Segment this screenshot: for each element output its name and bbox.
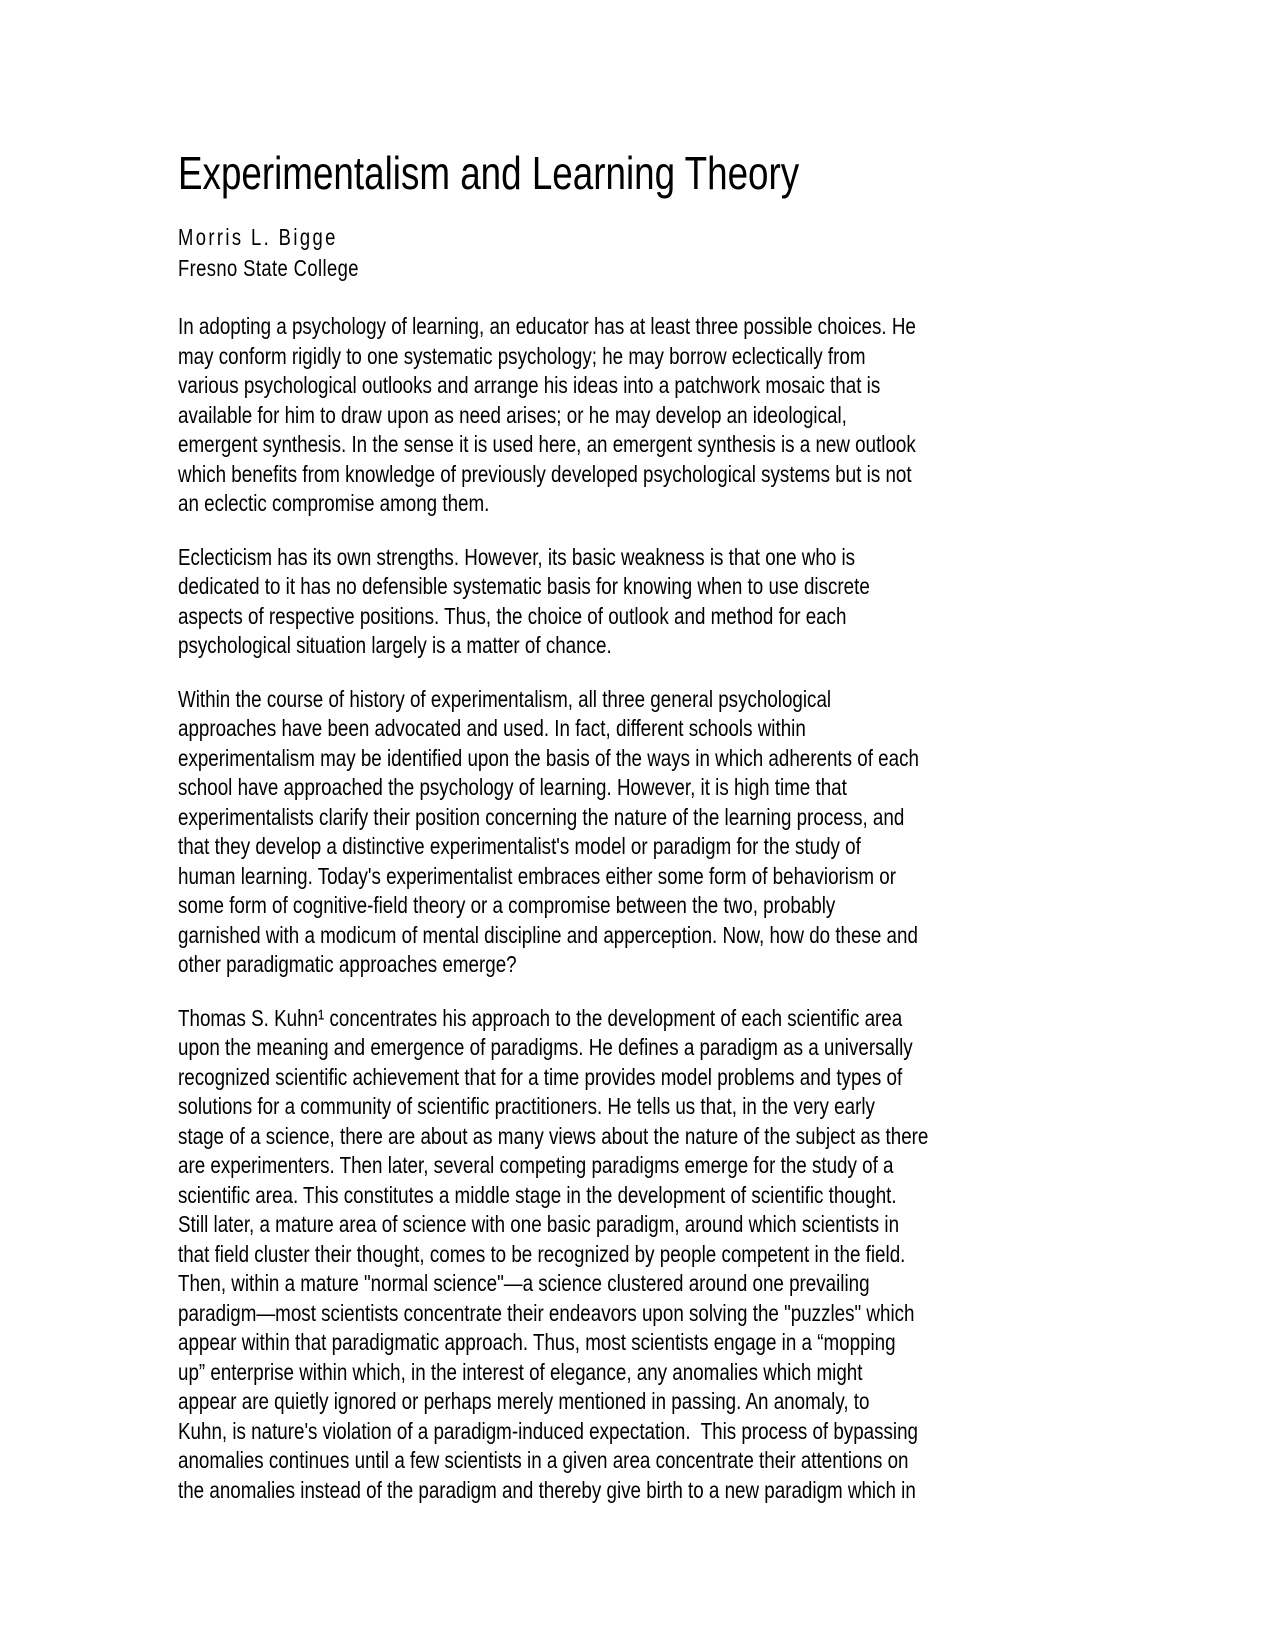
text-line: human learning. Today's experimentalist embraces either some form of behaviorism or [178,862,896,889]
text-line: various psychological outlooks and arrange his ideas into a patchwork mosaic that is [178,372,881,398]
text-line: up” enterprise within which, in the interest of elegance, any anomalies which might [178,1358,863,1385]
text-line: Within the course of history of experimentalism, all three general psychological [178,685,832,712]
text-line: anomalies continues until a few scientists in a given area concentrate their attentions on [178,1447,909,1473]
text-line: are experimenters. Then later, several competing paradigms emerge for the study of a [178,1152,894,1178]
page-content [178,0,1038,1529]
text-line: an eclectic compromise among them. [178,490,490,516]
text-line: aspects of respective positions. Thus, the choice of outlook and method for each [178,602,847,629]
byline [178,222,1038,284]
text-line: may conform rigidly to one systematic psychology; he may borrow eclectically from [178,342,866,369]
text-line: emergent synthesis. In the sense it is used here, an emergent synthesis is a new outlook [178,431,916,457]
text-line: experimentalists clarify their position concerning the nature of the learning process, and [178,803,905,830]
text-line: paradigm—most scientists concentrate their endeavors upon solving the "puzzles" which [178,1299,915,1326]
text-line: solutions for a community of scientific practitioners. He tells us that, in the very early [178,1093,875,1119]
text-line: upon the meaning and emergence of paradigms. He defines a paradigm as a universally [178,1034,913,1060]
text-line: some form of cognitive-field theory or a compromise between the two, probably [178,892,836,918]
text-line: recognized scientific achievement that for a time provides model problems and types of [178,1063,903,1090]
text-line: school have approached the psychology of learning. However, it is high time that [178,774,847,800]
author-name: Morris L. Bigge [178,224,338,250]
paragraph [178,685,1038,980]
text-line: experimentalism may be identified upon the basis of the ways in which adherents of each [178,744,919,771]
author-affiliation: Fresno State College [178,255,359,281]
text-line: Still later, a mature area of science with one basic paradigm, around which scientists in [178,1211,900,1237]
text-line: appear within that paradigmatic approach. Thus, most scientists engage in a “mopping [178,1329,896,1355]
text-line: dedicated to it has no defensible systematic basis for knowing when to use discrete [178,573,870,599]
text-line: that they develop a distinctive experimentalist's model or paradigm for the study of [178,833,861,859]
text-line: the anomalies instead of the paradigm and thereby give birth to a new paradigm which in [178,1476,916,1503]
text-line: Eclecticism has its own strengths. However, its basic weakness is that one who is [178,543,856,570]
text-line: Then, within a mature "normal science"—a science clustered around one prevailing [178,1270,870,1296]
text-line: Kuhn, is nature's violation of a paradigm-induced expectation. This process of bypassing [178,1417,919,1444]
article-body [178,312,1038,1505]
text-line: stage of a science, there are about as many views about the nature of the subject as there [178,1122,929,1149]
text-line: scientific area. This constitutes a middle stage in the development of scientific thought. [178,1181,897,1208]
text-line: psychological situation largely is a matter of chance. [178,632,612,658]
text-line: Thomas S. Kuhn¹ concentrates his approach to the development of each scientific area [178,1004,903,1031]
paragraph [178,312,1038,519]
text-line: which benefits from knowledge of previously developed psychological systems but is not [178,460,912,487]
paragraph [178,1004,1038,1506]
text-line: garnished with a modicum of mental discipline and apperception. Now, how do these and [178,921,918,948]
page-title: Experimentalism and Learning Theory [178,147,800,199]
text-line: appear are quietly ignored or perhaps merely mentioned in passing. An anomaly, to [178,1388,870,1414]
paragraph [178,543,1038,661]
text-line: that field cluster their thought, comes to be recognized by people competent in the field. [178,1240,906,1267]
text-line: approaches have been advocated and used. In fact, different schools within [178,715,806,741]
text-line: other paradigmatic approaches emerge? [178,951,517,977]
text-line: available for him to draw upon as need arises; or he may develop an ideological, [178,401,847,428]
text-line: In adopting a psychology of learning, an educator has at least three possible choices. He [178,313,916,339]
